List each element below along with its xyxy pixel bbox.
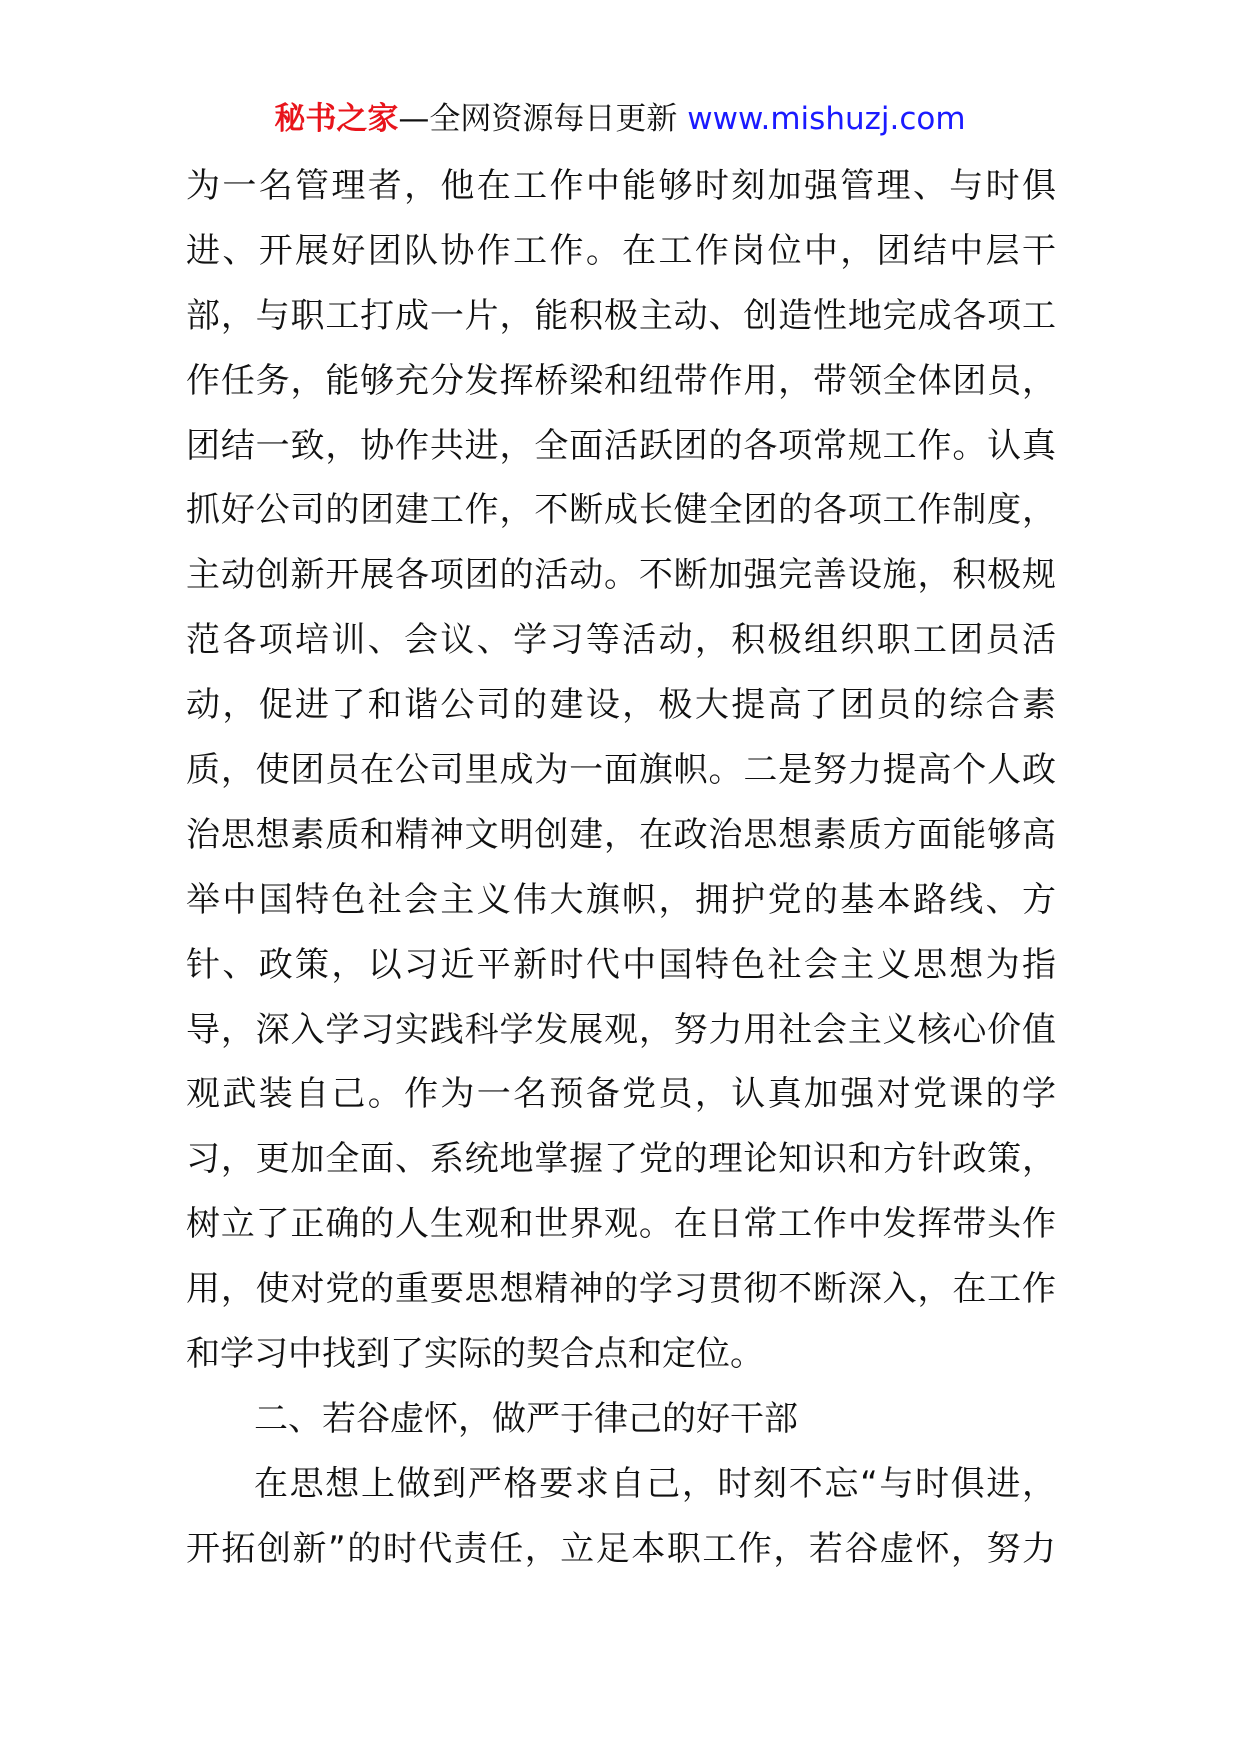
paragraph-line: 质，使团员在公司里成为一面旗帜。二是努力提高个人政 <box>186 750 1056 791</box>
paragraph-line: 作任务，能够充分发挥桥梁和纽带作用，带领全体团员， <box>186 360 1056 401</box>
site-url[interactable]: www.mishuzj.com <box>687 101 966 137</box>
paragraph-line: 开拓创新”的时代责任，立足本职工作，若谷虚怀，努力 <box>186 1528 1056 1569</box>
paragraph-line: 治思想素质和精神文明创建，在政治思想素质方面能够高 <box>186 814 1056 855</box>
paragraph-line: 观武装自己。作为一名预备党员，认真加强对党课的学 <box>186 1074 1056 1115</box>
paragraph-line: 用，使对党的重要思想精神的学习贯彻不断深入，在工作 <box>186 1269 1056 1310</box>
header-tagline: —全网资源每日更新 <box>398 101 678 137</box>
paragraph-line: 抓好公司的团建工作，不断成长健全团的各项工作制度， <box>186 490 1056 531</box>
paragraph-line: 导，深入学习实践科学发展观，努力用社会主义核心价值 <box>186 1009 1056 1050</box>
paragraph-line: 习，更加全面、系统地掌握了党的理论知识和方针政策， <box>186 1139 1056 1180</box>
section-heading: 二、若谷虚怀，做严于律己的好干部 <box>254 1398 798 1439</box>
paragraph-line: 范各项培训、会议、学习等活动，积极组织职工团员活 <box>186 620 1056 661</box>
paragraph-line: 和学习中找到了实际的契合点和定位。 <box>186 1334 764 1375</box>
page-header <box>0 98 1240 140</box>
paragraph-line: 举中国特色社会主义伟大旗帜，拥护党的基本路线、方 <box>186 879 1056 920</box>
paragraph-line: 在思想上做到严格要求自己，时刻不忘“与时俱进， <box>254 1463 1056 1504</box>
brand-name: 秘书之家 <box>274 101 399 137</box>
paragraph-line: 针、政策，以习近平新时代中国特色社会主义思想为指 <box>186 944 1056 985</box>
paragraph-line: 部，与职工打成一片，能积极主动、创造性地完成各项工 <box>186 295 1056 336</box>
paragraph-line: 树立了正确的人生观和世界观。在日常工作中发挥带头作 <box>186 1204 1056 1245</box>
paragraph-line: 进、开展好团队协作工作。在工作岗位中，团结中层干 <box>186 230 1056 271</box>
paragraph-line: 为一名管理者，他在工作中能够时刻加强管理、与时俱 <box>186 166 1056 206</box>
document-body <box>186 166 1056 1594</box>
paragraph-line: 主动创新开展各项团的活动。不断加强完善设施，积极规 <box>186 555 1056 596</box>
paragraph-line: 团结一致，协作共进，全面活跃团的各项常规工作。认真 <box>186 425 1056 466</box>
paragraph-line: 动，促进了和谐公司的建设，极大提高了团员的综合素 <box>186 685 1056 726</box>
